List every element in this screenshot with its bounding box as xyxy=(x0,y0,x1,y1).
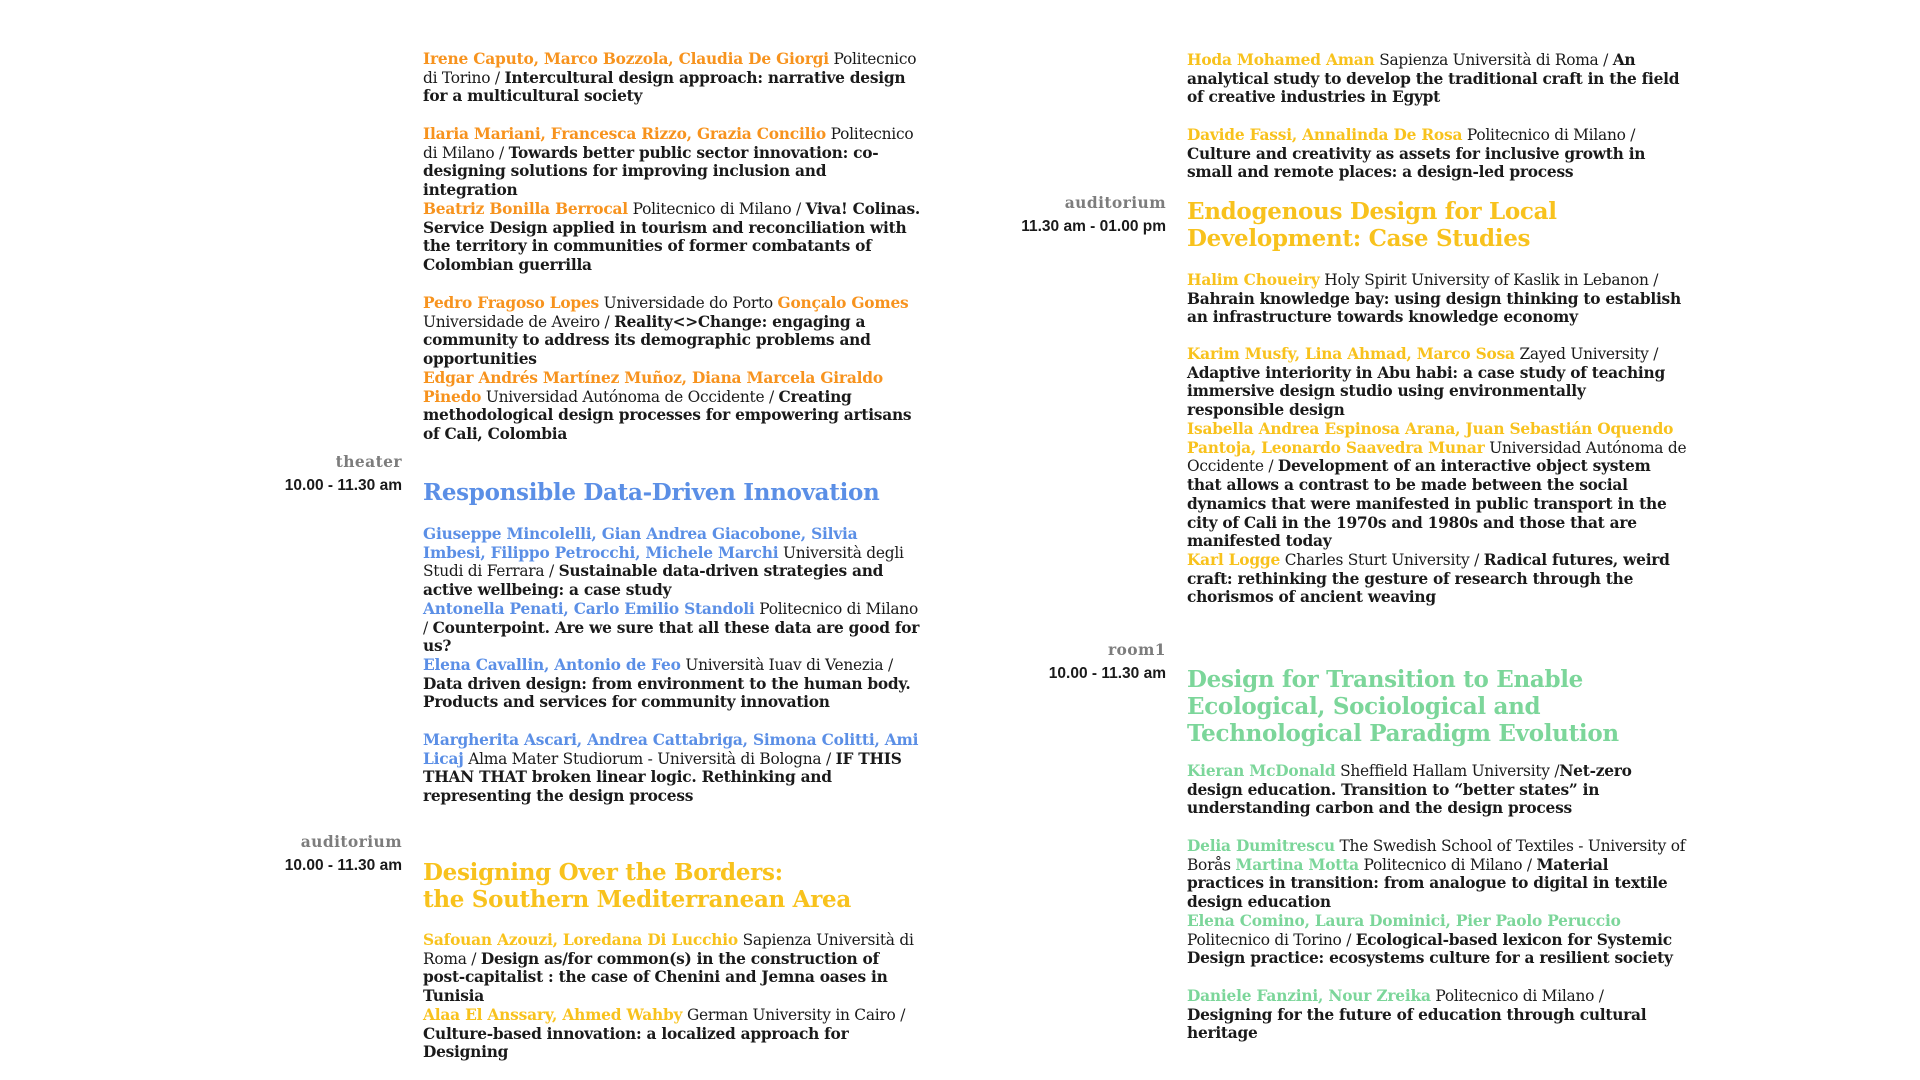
entry-authors: Irene Caputo, Marco Bozzola, Claudia De Giorgi xyxy=(423,50,829,68)
entry-institution: Universidad Autónoma de Occidente / xyxy=(481,387,779,406)
entry-institution: Università Iuav di Venezia / xyxy=(680,656,893,674)
entry-title: Adaptive interiority in Abu habi: a case study of teaching immersive design studio using environmentally responsible design xyxy=(1187,363,1665,420)
list-item xyxy=(423,656,923,712)
list-item xyxy=(423,525,923,600)
list-item xyxy=(423,1006,923,1062)
entry-title: Viva! Colinas. Service Design applied in tourism and reconciliation with the territory in communities of former combatants of Colombian guerrilla xyxy=(423,200,921,275)
entry-title: Bahrain knowledge bay: using design thinking to establish an infrastructure towards knowledge economy xyxy=(1187,289,1681,327)
entry-title: Development of an interactive object system that allows a contrast to be made between the social dynamics that were manifested in public transport in the city of Cali in the 1970s and 1980s and those that are manifested today xyxy=(1187,457,1667,551)
session-title xyxy=(1187,198,1727,252)
entry-title: Radical futures, weird craft: rethinking the gesture of research through the chorismos of ancient weaving xyxy=(1187,551,1670,607)
session-time: 10.00 - 11.30 am xyxy=(1048,665,1166,682)
entry-institution: Politecnico di Milano / xyxy=(1462,126,1636,144)
session-time: 10.00 - 11.30 am xyxy=(284,477,402,494)
list-item xyxy=(423,294,923,369)
session-venue: theater xyxy=(335,452,402,471)
entry-authors: Karim Musfy, Lina Ahmad, Marco Sosa xyxy=(1187,345,1515,363)
entry-title: Sustainable data-driven strategies and active wellbeing: a case study xyxy=(423,562,884,600)
list-item xyxy=(1187,271,1687,327)
entry-authors: Giuseppe Mincolelli, Gian Andrea Giacobone, Silvia Imbesi, Filippo Petrocchi, Michele Marchi xyxy=(423,525,858,562)
entry-title: Creating methodological design processes for empowering artisans of Cali, Colombia xyxy=(423,387,912,444)
entry-institution-2: Universidade de Aveiro / xyxy=(423,312,615,331)
entry-authors: Halim Choueiry xyxy=(1187,271,1320,289)
list-item xyxy=(1187,126,1687,182)
entry-authors: Margherita Ascari, Andrea Cattabriga, Simona Colitti, Ami Licaj xyxy=(423,731,919,768)
entry-institution: German University in Cairo / xyxy=(682,1006,906,1024)
entry-institution: Zayed University / xyxy=(1514,345,1659,363)
entry-institution: Sapienza Università di Roma / xyxy=(1374,51,1613,69)
entry-authors: Beatriz Bonilla Berrocal xyxy=(423,200,628,218)
entry-title: Design as/for common(s) in the construction of post-capitalist : the case of Chenini and Jemna oases in Tunisia xyxy=(423,949,888,1006)
session-venue: room1 xyxy=(1107,640,1166,659)
entry-authors-2: Gonçalo Gomes xyxy=(777,294,909,312)
list-item xyxy=(1187,51,1687,107)
entry-institution: Politecnico di Milano / xyxy=(627,200,806,218)
entry-institution: Universidad Autónoma de Occidente / xyxy=(1187,438,1687,476)
list-item xyxy=(1187,762,1687,818)
entry-authors: Edgar Andrés Martínez Muñoz, Diana Marcela Giraldo Pinedo xyxy=(423,369,883,406)
entry-institution: Università degli Studi di Ferrara / xyxy=(423,543,904,581)
entry-institution: Politecnico di Milano / xyxy=(423,125,914,162)
entry-title: Towards better public sector innovation: co-designing solutions for improving inclusion and integration xyxy=(423,143,879,200)
session-title-line: Design for Transition to Enable xyxy=(1187,666,1584,693)
list-item xyxy=(423,200,923,275)
entry-authors: Delia Dumitrescu xyxy=(1187,837,1335,855)
entry-title: Culture-based innovation: a localized approach for Designing xyxy=(423,1024,849,1062)
entry-title: An analytical study to develop the traditional craft in the field of creative industries in Egypt xyxy=(1187,51,1680,107)
entry-institution: Politecnico di Torino / xyxy=(1187,930,1356,949)
entry-authors: Alaa El Anssary, Ahmed Wahby xyxy=(423,1006,683,1024)
entry-authors: Isabella Andrea Espinosa Arana, Juan Sebastián Oquendo Pantoja, Leonardo Saavedra Munar xyxy=(1187,420,1674,457)
entry-authors: Elena Comino, Laura Dominici, Pier Paolo Peruccio xyxy=(1187,912,1621,930)
entry-institution-2: Politecnico di Milano / xyxy=(1358,855,1537,874)
session-title-line: Ecological, Sociological and xyxy=(1187,693,1541,720)
list-item xyxy=(1187,420,1687,551)
session-venue: auditorium xyxy=(1064,193,1166,212)
entry-authors: Pedro Fragoso Lopes xyxy=(423,294,600,312)
entry-authors: Daniele Fanzini, Nour Zreika xyxy=(1187,987,1431,1005)
entry-title: Ecological-based lexicon for Systemic Design practice: ecosystems culture for a resilient society xyxy=(1187,930,1673,968)
session-title-line: Endogenous Design for Local xyxy=(1187,198,1557,225)
list-item xyxy=(423,50,923,106)
entry-authors: Ilaria Mariani, Francesca Rizzo, Grazia Concilio xyxy=(423,125,826,143)
entry-authors: Karl Logge xyxy=(1187,551,1281,569)
entry-authors: Davide Fassi, Annalinda De Rosa xyxy=(1187,126,1463,144)
list-item xyxy=(423,369,923,444)
session-title-line: Development: Case Studies xyxy=(1187,225,1531,252)
session-title-line: Designing Over the Borders: xyxy=(423,859,783,886)
entry-institution: Universidade do Porto xyxy=(599,294,778,312)
entry-title: Intercultural design approach: narrative design for a multicultural society xyxy=(423,68,906,106)
entry-title: IF THIS THAN THAT broken linear logic. Rethinking and representing the design process xyxy=(423,749,902,806)
entry-title: Material practices in transition: from analogue to digital in textile design education xyxy=(1187,855,1668,912)
entry-institution: The Swedish School of Textiles - University of Borås xyxy=(1187,837,1686,874)
entry-institution: Politecnico di Torino / xyxy=(423,50,917,87)
entry-authors-2: Martina Motta xyxy=(1235,855,1359,874)
entry-title: Data driven design: from environment to the human body. Products and services for community innovation xyxy=(423,674,911,712)
entry-title: Counterpoint. Are we sure that all these data are good for us? xyxy=(423,618,920,656)
entry-title: Culture and creativity as assets for inclusive growth in small and remote places: a design-led process xyxy=(1187,144,1646,182)
list-item xyxy=(1187,551,1687,607)
entry-authors: Kieran McDonald xyxy=(1187,762,1336,780)
session-title xyxy=(423,859,963,913)
list-item xyxy=(1187,912,1687,968)
entry-institution: Sheffield Hallam University / xyxy=(1335,762,1560,780)
entry-authors: Hoda Mohamed Aman xyxy=(1187,51,1375,69)
session-time: 11.30 am - 01.00 pm xyxy=(1021,218,1166,235)
entry-title: Reality<>Change: engaging a community to address its demographic problems and opportunities xyxy=(423,312,871,369)
session-title xyxy=(1187,666,1727,747)
list-item xyxy=(423,600,923,656)
entry-authors: Antonella Penati, Carlo Emilio Standoli xyxy=(423,600,755,618)
list-item xyxy=(423,731,923,806)
entry-institution: Alma Mater Studiorum - Università di Bologna / xyxy=(463,749,836,768)
list-item xyxy=(423,125,923,200)
entry-title: Designing for the future of education through cultural heritage xyxy=(1187,1005,1647,1043)
entry-institution: Sapienza Università di Roma / xyxy=(423,931,914,968)
session-venue: auditorium xyxy=(300,832,402,851)
entry-institution: Politecnico di Milano / xyxy=(1430,987,1604,1005)
entry-authors: Safouan Azouzi, Loredana Di Lucchio xyxy=(423,931,738,949)
list-item xyxy=(1187,987,1687,1043)
session-title-line: Technological Paradigm Evolution xyxy=(1187,720,1619,747)
entry-institution: Politecnico di Milano / xyxy=(423,600,918,637)
entry-authors: Elena Cavallin, Antonio de Feo xyxy=(423,656,681,674)
list-item xyxy=(1187,837,1687,912)
session-title-line: Responsible Data-Driven Innovation xyxy=(423,479,880,506)
entry-institution: Charles Sturt University / xyxy=(1280,551,1484,569)
session-title-line: the Southern Mediterranean Area xyxy=(423,886,851,913)
list-item xyxy=(1187,345,1687,420)
entry-title: Net-zero design education. Transition to “better states” in understanding carbon and the design process xyxy=(1187,762,1632,818)
session-time: 10.00 - 11.30 am xyxy=(284,857,402,874)
session-title xyxy=(423,479,963,506)
list-item xyxy=(423,931,923,1006)
entry-institution: Holy Spirit University of Kaslik in Lebanon / xyxy=(1319,271,1659,289)
